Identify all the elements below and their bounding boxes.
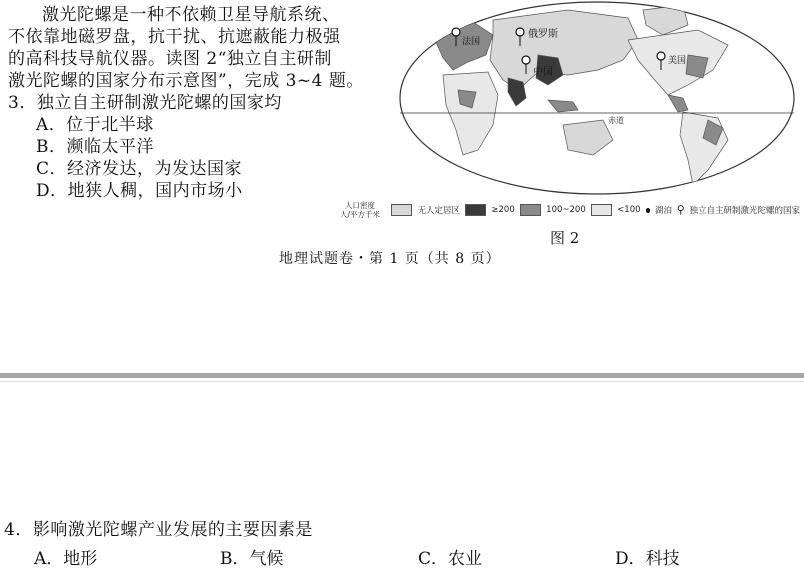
legend-title-line1: 人口密度	[345, 201, 376, 210]
q3-option-a: A．位于北半球	[36, 115, 154, 135]
q4-option-d: D．科技	[615, 549, 680, 569]
q3-option-b: B．濒临太平洋	[36, 137, 154, 157]
label-china: 中国	[533, 67, 553, 78]
legend-label-high: ≥200	[491, 205, 515, 215]
legend-label-uninhabited: 无人定居区	[417, 206, 460, 216]
page-separator	[0, 373, 804, 378]
q4-stem: 4．影响激光陀螺产业发展的主要因素是	[4, 520, 313, 540]
legend-label-lake: 湖泊	[655, 206, 673, 216]
legend-label-country: 独立自主研制激光陀螺的国家	[689, 206, 801, 216]
equator-label: 赤道	[608, 116, 624, 125]
label-france: 法国	[462, 37, 481, 47]
page-footer: 地理试题卷・第 1 页（共 8 页）	[279, 251, 501, 267]
world-population-map	[398, 0, 796, 196]
passage-line-1: 激光陀螺是一种不依赖卫星导航系统、	[42, 5, 340, 25]
legend-swatch-low	[591, 204, 612, 216]
legend-swatch-high	[465, 204, 486, 216]
q3-option-c: C．经济发达，为发达国家	[36, 159, 243, 179]
question-passage	[8, 4, 398, 202]
passage-line-2: 不依靠地磁罗盘，抗干扰、抗遮蔽能力极强	[8, 27, 341, 47]
label-russia: 俄罗斯	[528, 29, 558, 40]
passage-line-3: 的高科技导航仪器。读图 2“独立自主研制	[8, 49, 332, 69]
q4-option-a: A．地形	[34, 549, 98, 569]
lake-icon	[646, 208, 650, 213]
q4-option-c: C．农业	[418, 549, 483, 569]
q3-stem: 3．独立自主研制激光陀螺的国家均	[8, 93, 282, 113]
label-usa: 美国	[668, 56, 687, 66]
map-legend	[340, 201, 800, 219]
country-marker-icon	[677, 203, 684, 217]
legend-swatch-mid	[520, 204, 541, 216]
page-separator-shadow	[0, 381, 804, 382]
legend-swatch-uninhabited	[391, 204, 412, 216]
passage-line-4: 激光陀螺的国家分布示意图”，完成 3~4 题。	[8, 71, 364, 91]
q3-option-d: D．地狭人稠，国内市场小	[36, 181, 243, 201]
legend-label-low: <100	[617, 205, 641, 215]
legend-title-line2: 人/平方千米	[340, 210, 381, 219]
q4-option-b: B．气候	[220, 549, 284, 569]
legend-label-mid: 100~200	[546, 205, 586, 215]
figure-caption: 图 2	[550, 229, 580, 247]
legend-title	[340, 201, 380, 219]
